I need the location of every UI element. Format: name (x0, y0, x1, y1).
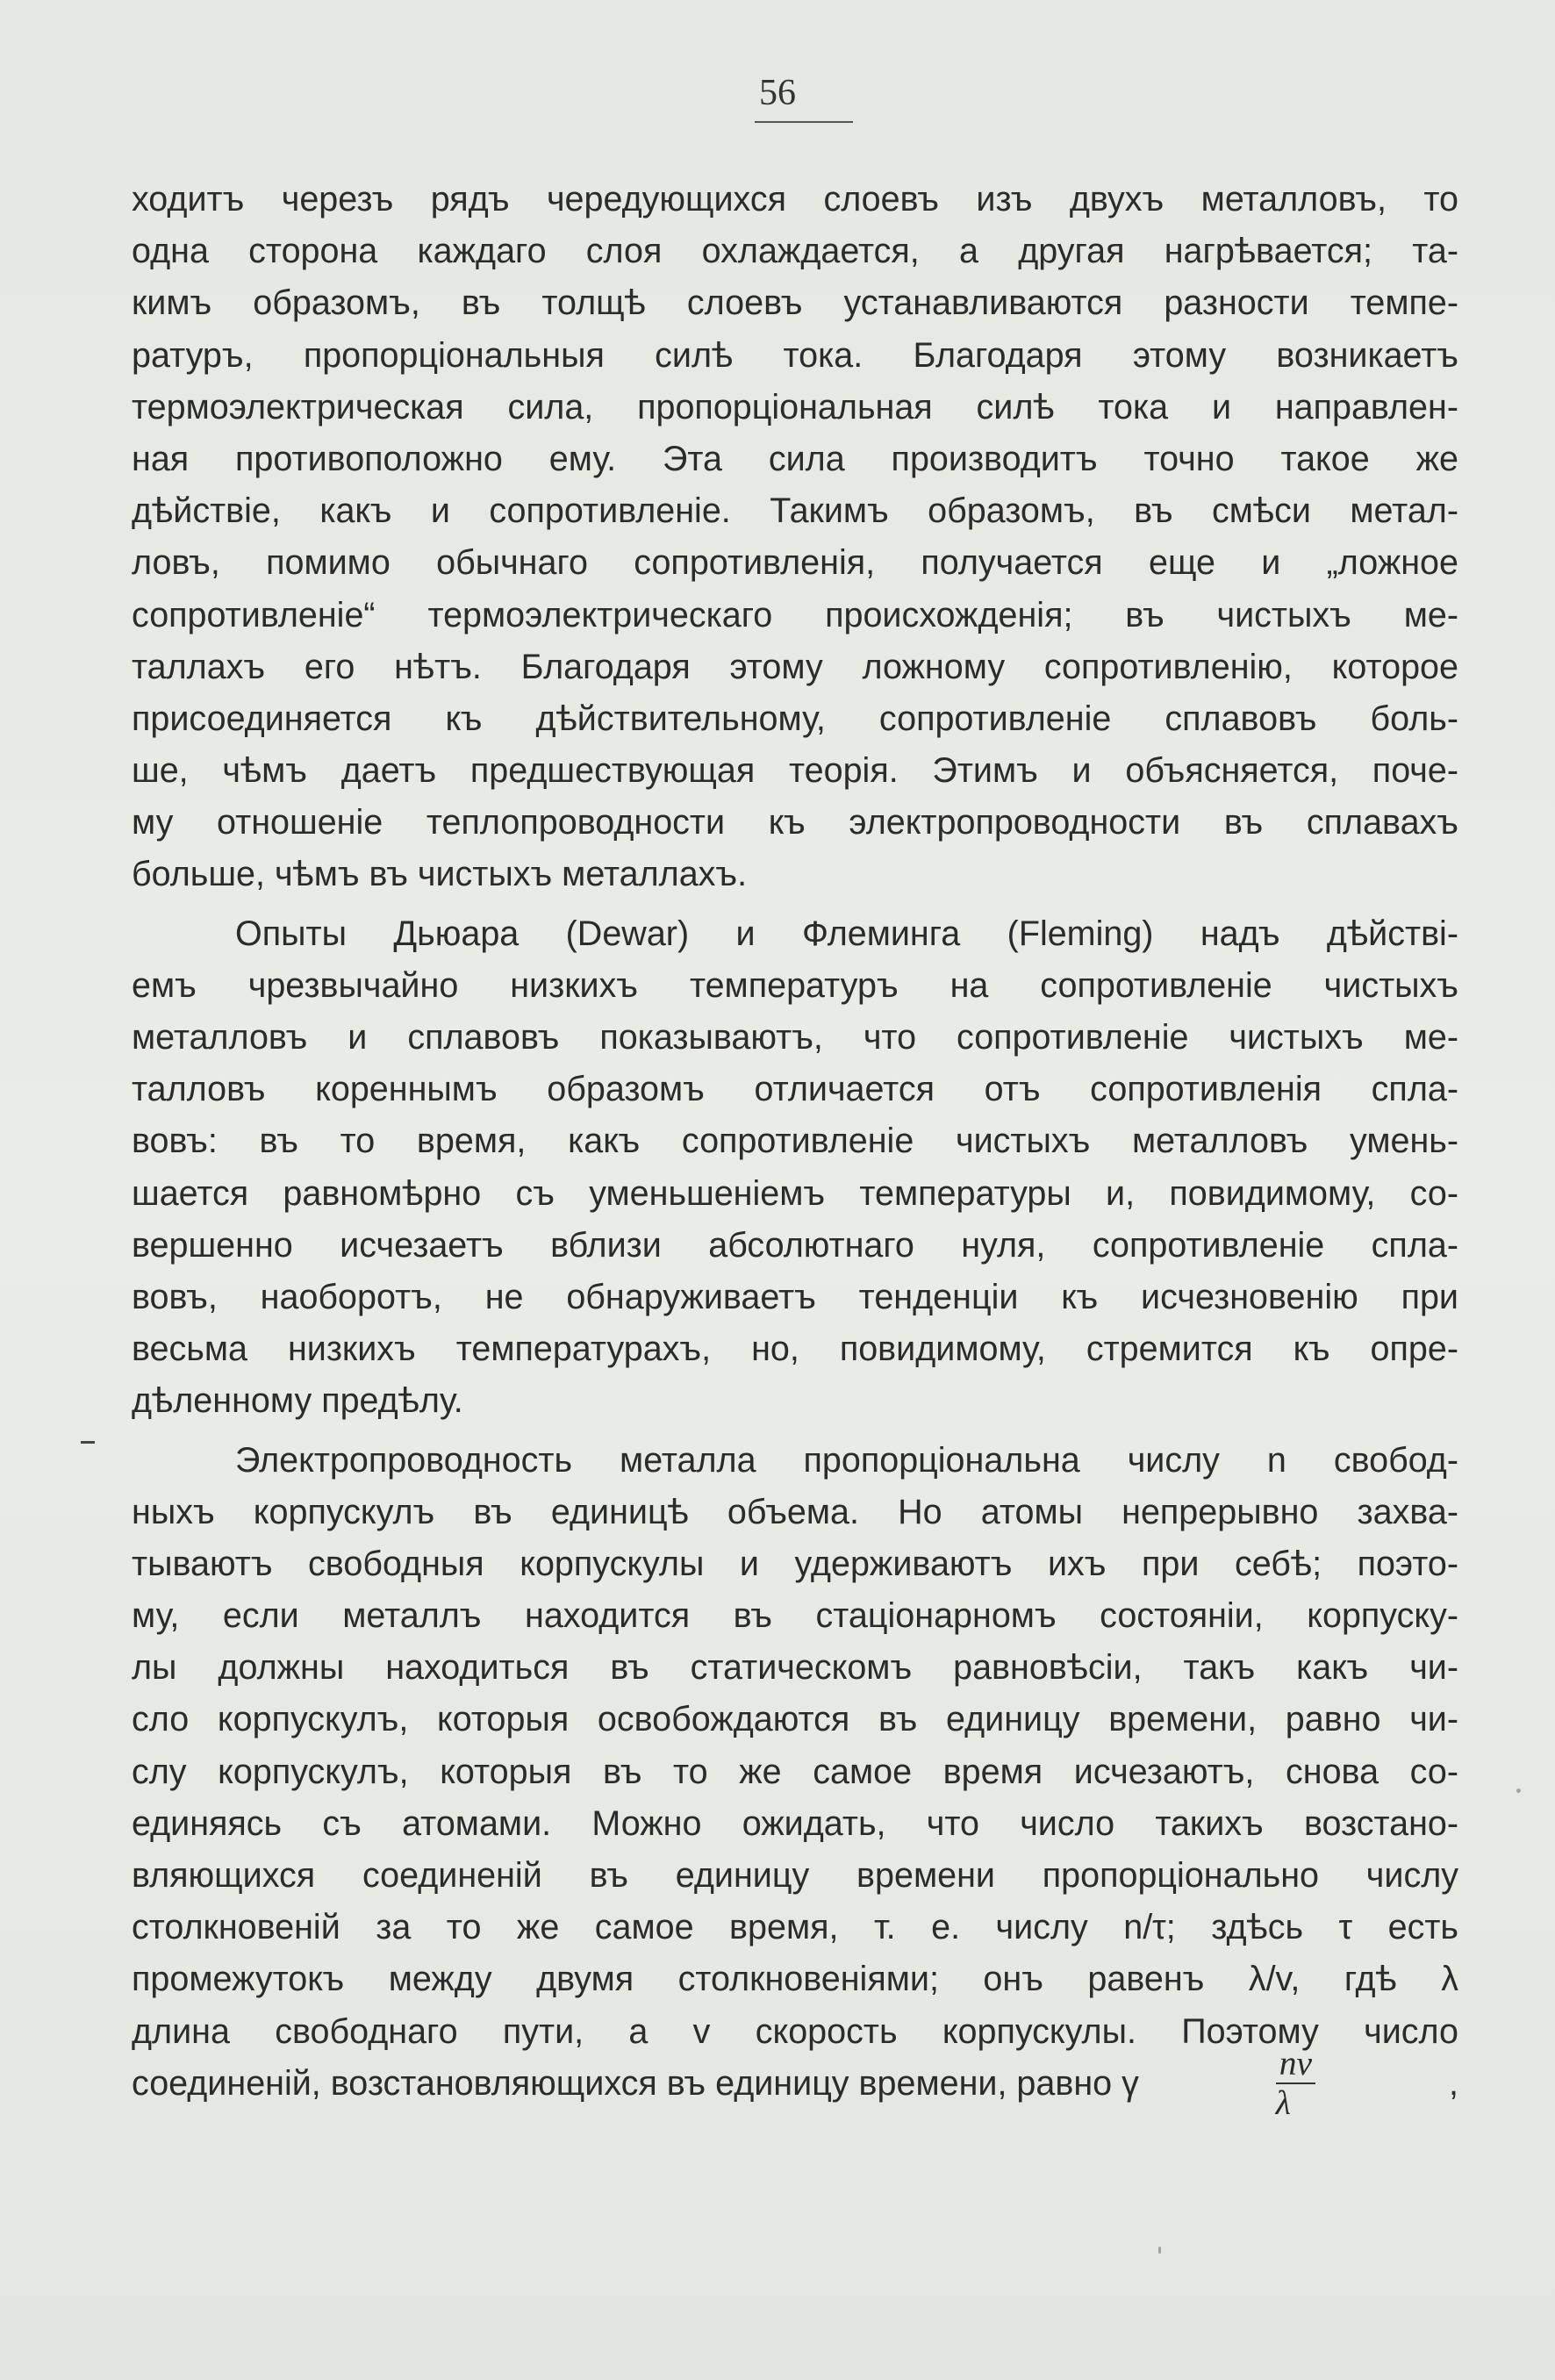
page-number-underline (755, 121, 853, 123)
text-line: термоэлектрическая сила, пропорціональная силѣ тока и направлен- (132, 387, 1458, 427)
margin-mark (81, 1441, 95, 1444)
text-line: талловъ кореннымъ образомъ отличается отъ сопротивленія спла- (132, 1070, 1458, 1109)
text-line: длина свободнаго пути, а v скорость корпускулы. Поэтому число (132, 2011, 1458, 2051)
text-line: слу корпускулъ, которыя въ то же самое время исчезаютъ, снова со- (132, 1752, 1458, 1791)
paragraph-gap (132, 901, 1458, 908)
text-line: ше, чѣмъ даетъ предшествующая теорія. Этимъ и объясняется, поче- (132, 751, 1458, 791)
text-line: кимъ образомъ, въ толщѣ слоевъ устанавливаются разности темпе- (132, 283, 1458, 323)
text-body (132, 174, 1458, 2123)
text-line: весьма низкихъ температурахъ, но, повидимому, стремится къ опре- (132, 1330, 1458, 1369)
fraction-nv-over-lambda (1275, 2043, 1315, 2123)
text-line: больше, чѣмъ въ чистыхъ металлахъ. (132, 855, 748, 894)
text-line: тываютъ свободныя корпускулы и удерживаютъ ихъ при себѣ; поэто- (132, 1544, 1458, 1583)
paragraph-3 (132, 1435, 1458, 2123)
text-line: вляющихся соединеній въ единицу времени пропорціонально числу (132, 1856, 1458, 1895)
text-line: емъ чрезвычайно низкихъ температуръ на сопротивленіе чистыхъ (132, 965, 1458, 1005)
text-line: му отношеніе теплопроводности къ электропроводности въ сплавахъ (132, 803, 1458, 842)
formula-line-tail: , (1449, 2063, 1458, 2103)
text-line: дѣйствіе, какъ и сопротивленіе. Такимъ образомъ, въ смѣси метал- (132, 491, 1458, 531)
fraction-denominator: λ (1275, 2083, 1291, 2123)
formula-line-text: соединеній, возстановляющихся въ единицу времени, равно γ (132, 2063, 1139, 2103)
text-line: единяясь съ атомами. Можно ожидать, что число такихъ возстано- (132, 1803, 1458, 1843)
text-line: ная противоположно ему. Эта сила производитъ точно такое же (132, 439, 1458, 478)
text-line: вершенно исчезаетъ вблизи абсолютнаго нуля, сопротивленіе спла- (132, 1225, 1458, 1265)
text-line: промежутокъ между двумя столкновеніями; онъ равенъ λ/v, гдѣ λ (132, 1960, 1458, 1999)
paragraph-gap (132, 1428, 1458, 1435)
text-line: му, если металлъ находится въ стаціонарномъ состояніи, корпуску- (132, 1596, 1458, 1636)
text-line: дѣленному предѣлу. (132, 1381, 463, 1421)
text-line: ратуръ, пропорціональныя силѣ тока. Благодаря этому возникаетъ (132, 335, 1458, 375)
paragraph-1 (132, 174, 1458, 901)
text-line: металловъ и сплавовъ показываютъ, что сопротивленіе чистыхъ ме- (132, 1018, 1458, 1057)
text-line: одна сторона каждаго слоя охлаждается, а другая нагрѣвается; та- (132, 232, 1458, 271)
paper-speck (1158, 2247, 1161, 2254)
text-line: шается равномѣрно съ уменьшеніемъ температуры и, повидимому, со- (132, 1173, 1458, 1213)
text-line: ныхъ корпускулъ въ единицѣ объема. Но атомы непрерывно захва- (132, 1492, 1458, 1531)
text-line: сопротивленіе“ термоэлектрическаго происхожденія; въ чистыхъ ме- (132, 595, 1458, 634)
text-line: таллахъ его нѣтъ. Благодаря этому ложному сопротивленію, которое (132, 647, 1458, 686)
text-line: ходитъ черезъ рядъ чередующихся слоевъ изъ двухъ металловъ, то (132, 180, 1458, 219)
formula-line (132, 2043, 1458, 2123)
text-line: ловъ, помимо обычнаго сопротивленія, получается еще и „ложное (132, 543, 1458, 583)
text-line: сло корпускулъ, которыя освобождаются въ единицу времени, равно чи- (132, 1700, 1458, 1739)
paper-speck (1516, 1789, 1521, 1793)
text-line: вовъ: въ то время, какъ сопротивленіе чистыхъ металловъ умень- (132, 1122, 1458, 1161)
text-line: столкновеній за то же самое время, т. е. числу n/τ; здѣсь τ есть (132, 1908, 1458, 1947)
fraction-numerator: nv (1276, 2047, 1315, 2085)
text-line: Опыты Дьюара (Dewar) и Флеминга (Fleming) надъ дѣйствi- (235, 914, 1458, 953)
text-line: лы должны находиться въ статическомъ равновѣсіи, такъ какъ чи- (132, 1648, 1458, 1688)
text-line: Электропроводность металла пропорціональна числу n свобод- (235, 1440, 1458, 1480)
text-line: вовъ, наоборотъ, не обнаруживаетъ тенденціи къ исчезновенію при (132, 1277, 1458, 1316)
paragraph-2 (132, 908, 1458, 1428)
page-number: 56 (759, 73, 796, 113)
text-line: присоединяется къ дѣйствительному, сопротивленіе сплавовъ боль- (132, 699, 1458, 738)
